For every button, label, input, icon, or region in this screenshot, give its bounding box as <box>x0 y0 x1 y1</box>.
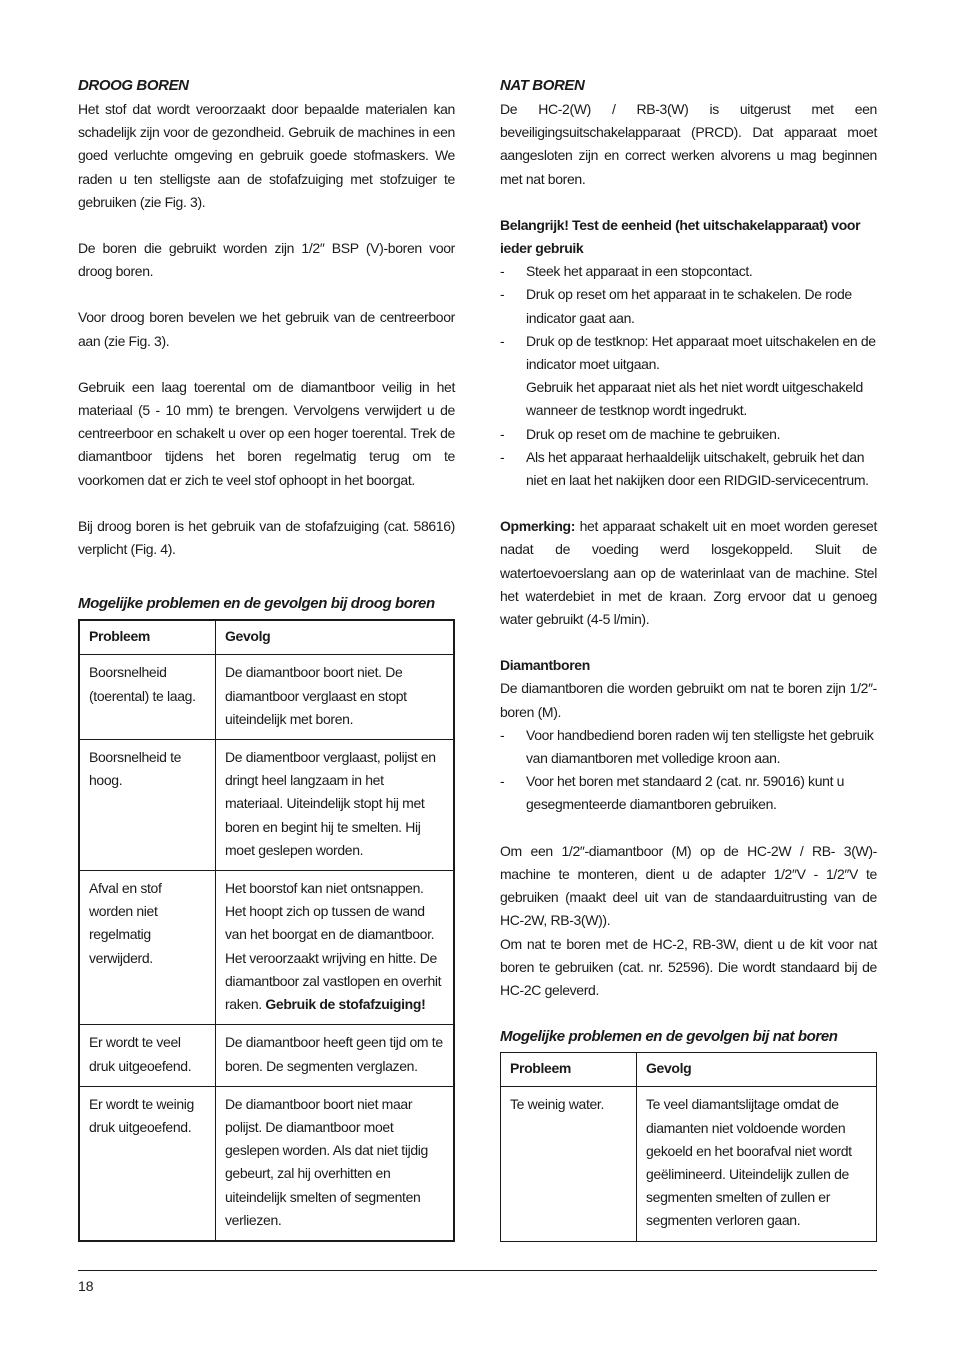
table-header-row <box>79 620 454 655</box>
paragraph: Voor droog boren bevelen we het gebruik van de centreerboor aan (zie Fig. 3). <box>78 309 455 349</box>
list-item: - Druk op reset om het apparaat in te schakelen. De rode indicator gaat aan. <box>500 286 852 326</box>
column-header: Gevolg <box>216 620 455 655</box>
result-cell: De diamentboor verglaast, polijst en dringt heel langzaam in het materiaal. Uiteindelijk stopt hij met boren en begint hij te smelten. Hij moet geslepen worden. <box>216 740 455 871</box>
footer-divider <box>78 1270 877 1271</box>
result-emphasis: Gebruik de stofafzuiging! <box>265 996 426 1013</box>
paragraph: Bij droog boren is het gebruik van de stofafzuiging (cat. 58616) verplicht (Fig. 4). <box>78 517 455 558</box>
list-item: - Druk op de testknop: Het apparaat moet uitschakelen en de indicator moet uitgaan. Gebruik het apparaat niet als het niet wordt uitgeschakeld wanneer de testknop wordt ingedrukt. <box>500 332 876 419</box>
paragraph: Om nat te boren met de HC-2, RB-3W, dient u de kit voor nat boren te gebruiken (cat. nr. 52596). Die wordt standaard bij de HC-2C geleverd. <box>500 935 877 998</box>
table-row <box>501 1087 877 1241</box>
problem-cell: Afval en stof worden niet regelmatig verwijderd. <box>79 871 216 1025</box>
wet-problems-table <box>500 1052 877 1241</box>
column-header: Gevolg <box>637 1053 877 1087</box>
right-column <box>500 74 877 1242</box>
column-header: Probleem <box>79 620 216 655</box>
problem-cell: Te weinig water. <box>501 1087 637 1241</box>
problem-cell: Boorsnelheid (toerental) te laag. <box>79 655 216 740</box>
paragraph: Het stof dat wordt veroorzaakt door bepaalde materialen kan schadelijk zijn voor de gezondheid. Gebruik de machines in een goed verluchte omgeving en gebruik goede stofmaskers. We raden u ten stelligste aan de stofafzuiging met stofzuiger te gebruiken (zie Fig. 3). <box>78 101 455 210</box>
dry-drilling-heading: DROOG BOREN <box>78 77 189 94</box>
table-header-row <box>501 1053 877 1087</box>
test-steps-list <box>500 260 877 492</box>
paragraph: De HC-2(W) / RB-3(W) is uitgerust met een beveiligingsuitschakelapparaat (PRCD). Dat apparaat moet aangesloten zijn en correct werken alvorens u mag beginnen met nat boren. <box>500 101 877 187</box>
result-cell: Te veel diamantslijtage omdat de diamanten niet voldoende worden gekoeld en het boorafval niet wordt geëlimineerd. Uiteindelijk zullen de segmenten smelten of zullen er segmenten verloren gaan. <box>637 1087 877 1241</box>
problem-cell: Er wordt te veel druk uitgeoefend. <box>79 1025 216 1086</box>
dry-table-title: Mogelijke problemen en de gevolgen bij droog boren <box>78 595 435 613</box>
note-paragraph <box>500 515 877 631</box>
wet-table-title: Mogelijke problemen en de gevolgen bij nat boren <box>500 1028 838 1046</box>
list-item: - Voor handbediend boren raden wij ten stelligste het gebruik van diamantboren met volledige kroon aan. <box>500 726 874 767</box>
list-item: - Druk op reset om de machine te gebruiken. <box>500 425 781 442</box>
problem-cell: Er wordt te weinig druk uitgeoefend. <box>79 1086 216 1241</box>
paragraph: De diamantboren die worden gebruikt om nat te boren zijn 1/2″-boren (M). <box>500 680 877 720</box>
diamond-bits-title: Diamantboren <box>500 657 590 674</box>
paragraph: Om een 1/2″-diamantboor (M) op de HC-2W / RB- 3(W)-machine te monteren, dient u de adapter 1/2″V - 1/2″V te gebruiken (maakt deel uit van de standaarduitrusting van de HC-2W, RB-3(W)). <box>500 842 877 929</box>
list-item: - Voor het boren met standaard 2 (cat. nr. 59016) kunt u gesegmenteerde diamantboren gebruiken. <box>500 773 845 813</box>
list-item: - Als het apparaat herhaaldelijk uitschakelt, gebruik het dan niet en laat het nakijken door een RIDGID-servicecentrum. <box>500 448 869 489</box>
note-label: Opmerking: <box>500 518 576 535</box>
table-row <box>79 740 454 871</box>
table-row <box>79 655 454 740</box>
list-item-note: Gebruik het apparaat niet als het niet wordt uitgeschakeld wanneer de testknop wordt ingedrukt. <box>526 379 863 419</box>
note-text: het apparaat schakelt uit en moet worden gereset nadat de voeding werd losgekoppeld. Sluit de watertoevoerslang aan op de waterinlaat van de machine. Stel het waterdebiet in met de kraan. Zorg ervoor dat u genoeg water gebruikt (4-5 l/min). <box>500 518 877 628</box>
paragraph: De boren die gebruikt worden zijn 1/2″ BSP (V)-boren voor droog boren. <box>78 240 455 280</box>
wet-drilling-heading: NAT BOREN <box>500 77 585 94</box>
diamond-bits-list <box>500 724 877 817</box>
result-cell <box>216 871 455 1025</box>
result-cell: De diamantboor heeft geen tijd om te boren. De segmenten verglazen. <box>216 1025 455 1086</box>
page-number: 18 <box>78 1278 94 1294</box>
table-row <box>79 1086 454 1241</box>
result-cell: De diamantboor boort niet. De diamantboor verglaast en stopt uiteindelijk met boren. <box>216 655 455 740</box>
left-column <box>78 74 455 1242</box>
result-cell: De diamantboor boort niet maar polijst. De diamantboor moet geslepen worden. Als dat niet tijdig gebeurt, zal hij overhitten en uiteindelijk smelten of segmenten verliezen. <box>216 1086 455 1241</box>
problem-cell: Boorsnelheid te hoog. <box>79 740 216 871</box>
list-item: - Steek het apparaat in een stopcontact. <box>500 263 753 280</box>
table-row <box>79 1025 454 1086</box>
result-text: Het boorstof kan niet ontsnappen. Het hoopt zich op tussen de wand van het boorgat en de diamantboor. Het veroorzaakt wrijving en hitte. De diamantboor zal vastlopen en overhit raken. <box>225 880 442 1013</box>
paragraph: Gebruik een laag toerental om de diamantboor veilig in het materiaal (5 - 10 mm) te brengen. Vervolgens verwijdert u de centreerboor en schakelt u over op een hoger toerental. Trek de diamantboor tijdens het boren regelmatig terug om te voorkomen dat er zich te veel stof ophoopt in het boorgat. <box>78 378 455 488</box>
dry-problems-table <box>78 619 455 1242</box>
important-title: Belangrijk! Test de eenheid (het uitschakelapparaat) voor ieder gebruik <box>500 216 861 257</box>
column-header: Probleem <box>501 1053 637 1087</box>
table-row <box>79 871 454 1025</box>
